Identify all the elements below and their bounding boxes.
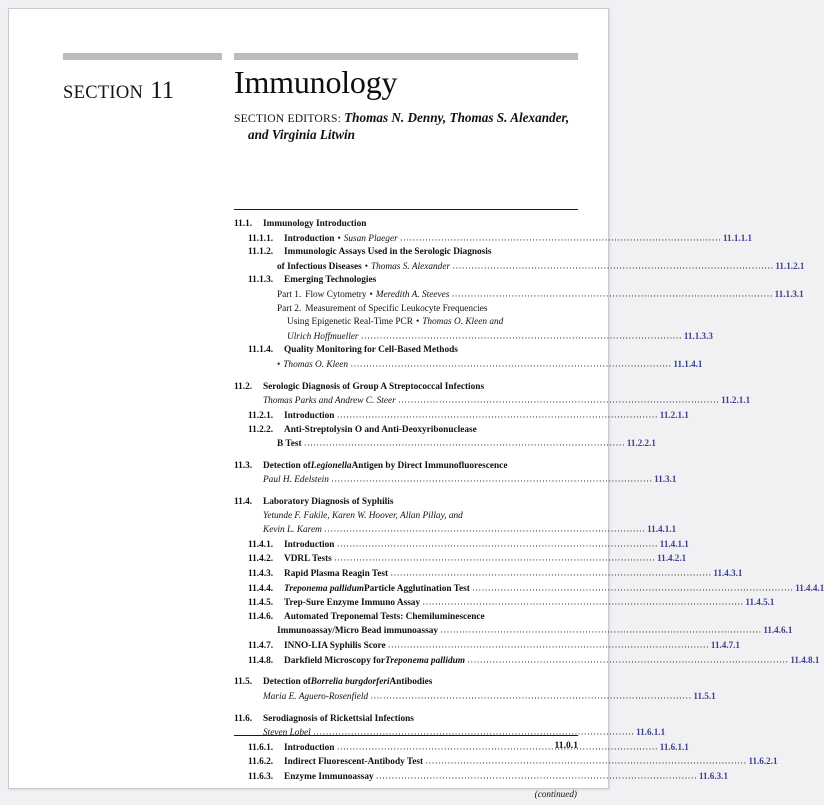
dot-leader [337, 537, 658, 550]
section-label [63, 77, 223, 105]
toc-group-author-row[interactable] [234, 690, 716, 705]
toc-group-number: 11.3. [234, 460, 253, 471]
toc-entry-page[interactable]: 11.4.1.1 [659, 538, 689, 549]
toc-group-author-line1: Yetunde F. Fakile, Karen W. Hoover, Allan Pillay, and [263, 510, 463, 521]
section-number: 11 [150, 77, 175, 104]
toc-group-author-page[interactable]: 11.2.1.1 [721, 395, 751, 406]
toc-part-author-line2: Ulrich Hoffmueller [287, 331, 359, 342]
toc-part-author-line1: Thomas O. Kleen and [422, 317, 504, 328]
toc-entry[interactable] [234, 654, 820, 669]
section-editors-names-line1: Thomas N. Denny, Thomas S. Alexander, [344, 109, 570, 125]
dot-leader [398, 394, 719, 407]
title-block [234, 66, 584, 144]
toc-entry-title-line1: Immunologic Assays Used in the Serologic Diagnosis [284, 247, 492, 258]
toc-group-title-italic: Legionella [310, 460, 352, 471]
toc-entry-page[interactable]: 11.4.8.1 [790, 654, 820, 665]
toc-group-heading [234, 218, 578, 232]
toc-entry-title: Enzyme Immunoassay [284, 771, 374, 782]
toc-entry-title-line2: of Infectious Diseases [277, 261, 362, 272]
toc-entry-number: 11.2.2. [248, 424, 274, 435]
section-editors-names-line2: and Virginia Litwin [248, 126, 356, 142]
toc-part-entry[interactable] [234, 288, 804, 303]
toc-entry-page[interactable]: 11.1.4.1 [673, 359, 703, 370]
toc-entry-number: 11.4.6. [248, 611, 274, 622]
toc-entry[interactable] [234, 552, 687, 567]
dot-leader [400, 231, 721, 244]
toc-group-heading [234, 381, 578, 395]
toc-entry-page[interactable]: 11.4.5.1 [745, 597, 775, 608]
footer [234, 735, 578, 751]
toc-entry-page[interactable]: 11.2.2.1 [626, 438, 656, 449]
toc-entry-title: Rapid Plasma Reagin Test [284, 569, 389, 580]
toc-entry-title: Introduction [284, 742, 335, 753]
section-word: SECTION [63, 83, 144, 103]
toc-group-author-row[interactable] [234, 394, 751, 409]
toc-entry-title-italic: Treponema pallidum [284, 583, 364, 594]
toc-group-title: Serodiagnosis of Rickettsial Infections [263, 713, 414, 724]
toc-group-title-post: Antigen by Direct Immunofluorescence [351, 460, 508, 471]
toc-part-continuation [234, 316, 578, 330]
toc-part-label: Part 1. [277, 290, 302, 301]
toc-part-author: Meredith A. Steeves [375, 290, 450, 301]
toc-group-author-row [234, 510, 578, 524]
toc-entry-number: 11.1.2. [248, 247, 274, 258]
bullet-separator-icon: • [415, 317, 420, 328]
toc-entry-continuation[interactable] [234, 260, 805, 275]
toc-entry-title: VDRL Tests [284, 554, 332, 565]
toc-entry-author: Susan Plaeger [343, 233, 398, 244]
toc-entry-number: 11.6.2. [248, 757, 274, 768]
bullet-separator-icon: • [369, 290, 373, 301]
header-bar-left [63, 53, 222, 60]
toc-entry[interactable] [234, 232, 753, 247]
toc-group [234, 218, 805, 373]
toc-entry-title: Introduction [284, 233, 335, 244]
toc-entry-page[interactable]: 11.6.1.1 [659, 741, 689, 752]
toc-group-title: Immunology Introduction [263, 219, 367, 229]
toc-entry[interactable] [234, 409, 689, 424]
toc-entry-page[interactable]: 11.1.1.1 [723, 232, 753, 243]
toc-entry-number: 11.4.1. [248, 539, 274, 550]
toc-entry-number: 11.1.4. [248, 345, 274, 356]
footer-page-number: 11.0.1 [554, 740, 578, 751]
toc-group-heading [234, 713, 578, 727]
toc-group-author-page[interactable]: 11.4.1.1 [647, 524, 677, 535]
toc-entry-number: 11.2.1. [248, 410, 274, 421]
toc-part-continuation[interactable] [234, 330, 713, 345]
dot-leader [351, 358, 672, 371]
toc-part-entry [234, 303, 578, 317]
toc-group-heading [234, 460, 578, 474]
dot-leader [453, 259, 774, 272]
section-editors-label: SECTION EDITORS: [234, 111, 342, 125]
toc-entry-title: Quality Monitoring for Cell-Based Methods [284, 345, 458, 356]
toc-group-number: 11.5. [234, 677, 253, 688]
section-editors [234, 109, 584, 144]
toc-entry-number: 11.6.1. [248, 742, 274, 753]
toc-entry-page[interactable]: 11.4.7.1 [710, 640, 740, 651]
toc-entry-title: Trep-Sure Enzyme Immuno Assay [284, 598, 421, 609]
dot-leader [334, 552, 655, 565]
toc-entry-continuation[interactable] [234, 624, 793, 639]
toc-part-title: Flow Cytometry [305, 290, 367, 301]
toc-group-number: 11.6. [234, 713, 253, 724]
dot-leader [331, 473, 652, 486]
toc-entry-page[interactable]: 11.4.4.1 [795, 582, 824, 593]
toc-entry-number: 11.4.5. [248, 598, 274, 609]
toc-entry-title-line2: Immunoassay/Micro Bead immunoassay [277, 626, 438, 637]
toc-group-author-line2: Kevin L. Karem [263, 525, 322, 536]
toc-group-author-page[interactable]: 11.5.1 [693, 690, 716, 701]
toc-part-page[interactable]: 11.1.3.3 [683, 330, 713, 341]
dot-leader [423, 596, 744, 609]
toc-entry [234, 344, 578, 358]
continued-note: (continued) [534, 788, 577, 799]
toc-entry[interactable] [234, 567, 743, 582]
toc-entry-title-line1: Anti-Streptolysin O and Anti-Deoxyribonuclease [284, 424, 477, 435]
toc-entry-number: 11.4.8. [248, 655, 274, 666]
toc-group-title: Laboratory Diagnosis of Syphilis [263, 496, 394, 507]
toc-group-heading [234, 676, 578, 690]
toc-entry-title: Indirect Fluorescent-Antibody Test [284, 757, 424, 768]
toc-part-label: Part 2. [277, 303, 302, 314]
toc-group-number: 11.2. [234, 381, 253, 392]
toc-entry-title: Introduction [284, 410, 335, 421]
header-bars [9, 53, 610, 61]
toc-group-title-post: Antibodies [389, 677, 433, 688]
toc-entry-title-line2: B Test [277, 439, 302, 450]
toc-entry[interactable] [234, 755, 778, 770]
dot-leader [391, 567, 712, 580]
dot-leader [361, 329, 682, 342]
dot-leader [452, 288, 773, 301]
dot-leader [472, 581, 793, 594]
toc-group-title-pre: Detection of [263, 460, 311, 471]
toc-group-number: 11.4. [234, 496, 253, 507]
bullet-separator-icon: • [364, 261, 368, 272]
toc-group-author-row[interactable] [234, 473, 677, 488]
toc-entry-author: Thomas S. Alexander [370, 261, 451, 272]
dot-leader [468, 653, 789, 666]
toc-entry[interactable] [234, 639, 740, 654]
toc-entry-author: Thomas O. Kleen [283, 360, 349, 371]
dot-leader [376, 769, 697, 782]
toc-entry [234, 611, 578, 625]
toc-group-author-page[interactable]: 11.6.1.1 [636, 727, 666, 738]
toc-entry-title: Emerging Technologies [284, 275, 377, 286]
toc-entry-number: 11.4.4. [248, 583, 274, 594]
toc-entry-title: INNO-LIA Syphilis Score [284, 641, 386, 652]
toc-group [234, 676, 716, 704]
table-of-contents [234, 209, 824, 799]
toc-entry-title-post: Particle Agglutination Test [363, 583, 470, 594]
toc-entry-page[interactable]: 11.4.6.1 [763, 625, 793, 636]
toc-entry-page[interactable]: 11.6.2.1 [748, 756, 778, 767]
toc-entry[interactable] [234, 770, 728, 785]
toc-group-title-italic: Borrelia burgdorferi [310, 677, 390, 688]
bullet-separator-icon: • [277, 360, 281, 371]
toc-group-number: 11.1. [234, 219, 253, 229]
dot-leader [324, 523, 645, 536]
toc-entry-page[interactable]: 11.1.2.1 [775, 260, 805, 271]
toc-entry-number: 11.4.7. [248, 641, 274, 652]
toc-entry-number: 11.6.3. [248, 771, 274, 782]
toc-entry-title-italic: Treponema pallidum [385, 655, 466, 666]
toc-part-title-line1: Measurement of Specific Leukocyte Frequencies [305, 303, 488, 314]
toc-group-title-pre: Detection of [263, 677, 311, 688]
dot-leader [388, 639, 709, 652]
toc-entry[interactable] [234, 582, 824, 597]
page-title: Immunology [234, 64, 398, 100]
toc-group-author: Paul H. Edelstein [263, 475, 329, 486]
toc-entry [234, 274, 578, 288]
toc-entry [234, 424, 578, 438]
bullet-separator-icon: • [337, 233, 341, 244]
toc-group-title: Serologic Diagnosis of Group A Streptococcal Infections [263, 381, 485, 392]
toc-entry-page[interactable]: 11.4.3.1 [713, 568, 743, 579]
toc-group-author-row[interactable] [234, 523, 677, 538]
toc-group-author: Maria E. Aguero-Rosenfield [263, 691, 369, 702]
header-bar-right [234, 53, 578, 60]
toc-group-author: Thomas Parks and Andrew C. Steer [263, 396, 396, 407]
toc-entry[interactable] [234, 538, 689, 553]
toc-entry-title-pre: Darkfield Microscopy for [284, 655, 386, 666]
dot-leader [426, 755, 747, 768]
toc-part-title-line2: Using Epigenetic Real-Time PCR [287, 317, 413, 328]
toc-entry-continuation[interactable] [234, 358, 703, 373]
toc-entry-title: Introduction [284, 539, 335, 550]
toc-group [234, 381, 751, 452]
toc-part-page[interactable]: 11.1.3.1 [774, 289, 804, 300]
toc-entry-page[interactable]: 11.4.2.1 [657, 553, 687, 564]
toc-entry-page[interactable]: 11.2.1.1 [659, 409, 689, 420]
dot-leader [304, 437, 625, 450]
toc-group [234, 460, 677, 488]
toc-entry[interactable] [234, 596, 775, 611]
toc-entry-number: 11.1.3. [248, 275, 274, 286]
toc-entry-continuation[interactable] [234, 437, 656, 452]
toc-entry-page[interactable]: 11.6.3.1 [698, 770, 728, 781]
toc-group [234, 496, 824, 668]
dot-leader [441, 624, 762, 637]
toc-entry-number: 11.4.3. [248, 569, 274, 580]
dot-leader [371, 689, 692, 702]
toc-entry[interactable] [234, 246, 578, 260]
dot-leader [337, 408, 658, 421]
toc-group-author: Steven Lobel [263, 728, 311, 739]
document-page [8, 8, 824, 799]
toc-entry-number: 11.1.1. [248, 233, 274, 244]
toc-group-heading [234, 496, 578, 510]
toc-group-author-page[interactable]: 11.3.1 [654, 474, 677, 485]
toc-entry-number: 11.4.2. [248, 554, 274, 565]
toc-entry-title-line1: Automated Treponemal Tests: Chemiluminescence [284, 611, 485, 622]
